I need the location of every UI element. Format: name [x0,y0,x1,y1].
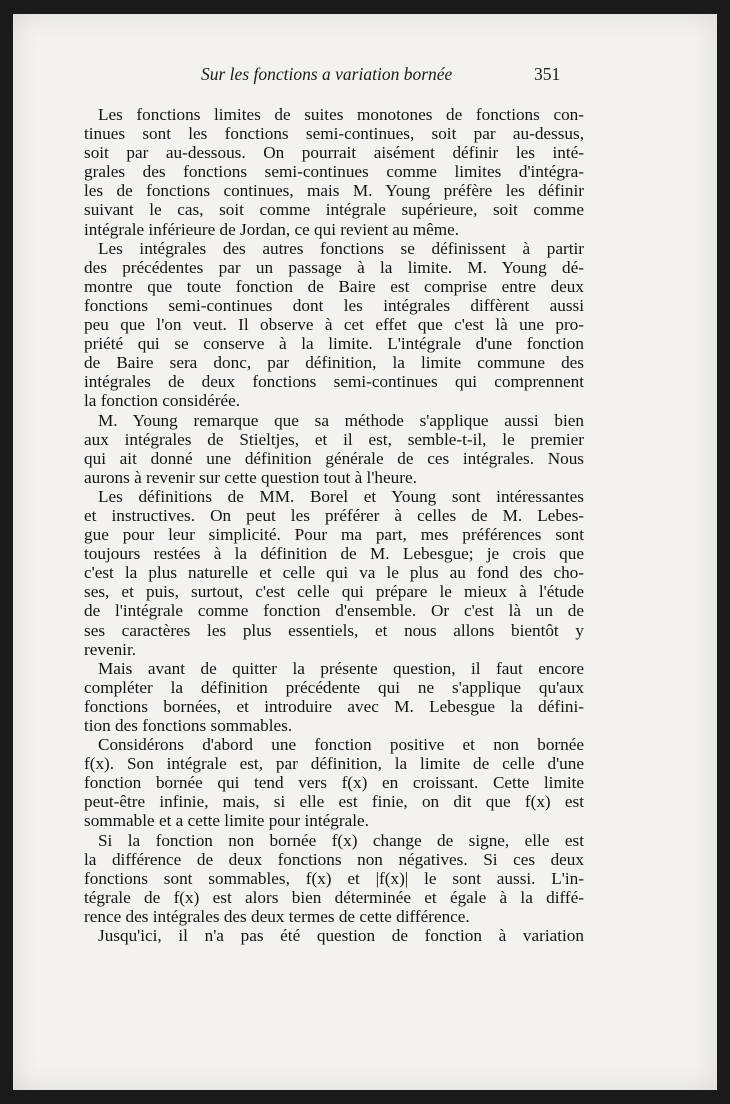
text-line: tinues sont les fonctions semi-continues, soit par au-dessus, [84,124,584,144]
text-line: Mais avant de quitter la présente question, il faut encore [98,658,584,678]
text-line: ses caractères les plus essentiels, et nous allons bientôt y [84,620,584,640]
text-line: suivant le cas, soit comme intégrale supérieure, soit comme [84,200,584,220]
text-line: f(x). Son intégrale est, par définition, la limite de celle d'une [84,754,584,774]
text-line: Si la fonction non bornée f(x) change de signe, elle est [98,830,584,850]
paragraph [84,105,584,239]
body-text [84,105,584,945]
text-line: la fonction considérée. [84,391,241,411]
text-line: fonctions bornées, et introduire avec M. Lebesgue la défini- [84,696,584,716]
text-line: fonction bornée qui tend vers f(x) en croissant. Cette limite [84,773,584,793]
text-line: de Baire sera donc, par définition, la limite commune des [84,353,584,373]
text-line: aurons à revenir sur cette question tout à l'heure. [84,467,417,487]
paragraph [84,659,584,735]
text-line: soit par au-dessous. On pourrait aisément définir les inté- [84,143,584,163]
text-line: et instructives. On peut les préférer à celles de M. Lebes- [84,505,584,525]
text-line: des précédentes par un passage à la limite. M. Young dé- [84,257,584,277]
text-line: Les intégrales des autres fonctions se définissent à partir [98,238,584,258]
text-line: Les fonctions limites de suites monotones de fonctions con- [98,105,584,124]
text-line: compléter la définition précédente qui ne s'applique qu'aux [84,677,584,697]
text-line: intégrales de deux fonctions semi-continues qui comprennent [84,372,584,392]
paragraph [84,735,584,830]
text-line: Jusqu'ici, il n'a pas été question de fonction à variation [98,926,584,946]
paragraph [84,411,584,487]
text-line: priété qui se conserve à la limite. L'intégrale d'une fonction [84,334,584,354]
paragraph [84,831,584,926]
text-line: peu que l'on veut. Il observe à cet effet que c'est là une pro- [84,315,584,335]
text-line: de l'intégrale comme fonction d'ensemble. Or c'est là un de [84,601,584,621]
text-line: M. Young remarque que sa méthode s'applique aussi bien [98,410,584,430]
text-line: revenir. [84,639,137,659]
text-line: qui ait donné une définition générale de ces intégrales. Nous [84,448,584,468]
running-head [13,64,717,88]
text-line: c'est la plus naturelle et celle qui va le plus au fond des cho- [84,563,584,583]
text-line: intégrale inférieure de Jordan, ce qui revient au même. [84,219,460,239]
text-line: fonctions sont sommables, f(x) et |f(x)| le sont aussi. L'in- [84,868,584,888]
text-line: grales des fonctions semi-continues comme limites d'intégra- [84,162,584,182]
running-title: Sur les fonctions a variation bornée [201,64,453,84]
text-line: montre que toute fonction de Baire est comprise entre deux [84,276,584,296]
text-line: fonctions semi-continues dont les intégrales diffèrent aussi [84,295,584,315]
text-line: sommable et a cette limite pour intégrale. [84,811,369,831]
text-line: gue pour leur simplicité. Pour ma part, mes préférences sont [84,525,584,545]
text-line: rence des intégrales des deux termes de cette différence. [84,906,470,926]
text-line: aux intégrales de Stieltjes, et il est, semble-t-il, le premier [84,429,584,449]
text-line: les de fonctions continues, mais M. Young préfère les définir [84,181,584,201]
text-line: toujours restées à la définition de M. Lebesgue; je crois que [84,544,584,564]
text-line: Les définitions de MM. Borel et Young sont intéressantes [98,486,584,506]
paragraph [84,239,584,411]
text-line: Considérons d'abord une fonction positive et non bornée [98,735,584,755]
text-line: la différence de deux fonctions non négatives. Si ces deux [84,849,584,869]
text-line: tégrale de f(x) est alors bien déterminée et égale à la diffé- [84,887,584,907]
text-line: tion des fonctions sommables. [84,716,293,735]
page-number: 351 [534,64,561,84]
text-line: ses, et puis, surtout, c'est celle qui prépare le mieux à l'étude [84,582,584,602]
book-page [13,14,717,1090]
paragraph [84,926,584,945]
text-line: peut-être infinie, mais, si elle est finie, on dit que f(x) est [84,792,584,812]
paragraph [84,487,584,659]
